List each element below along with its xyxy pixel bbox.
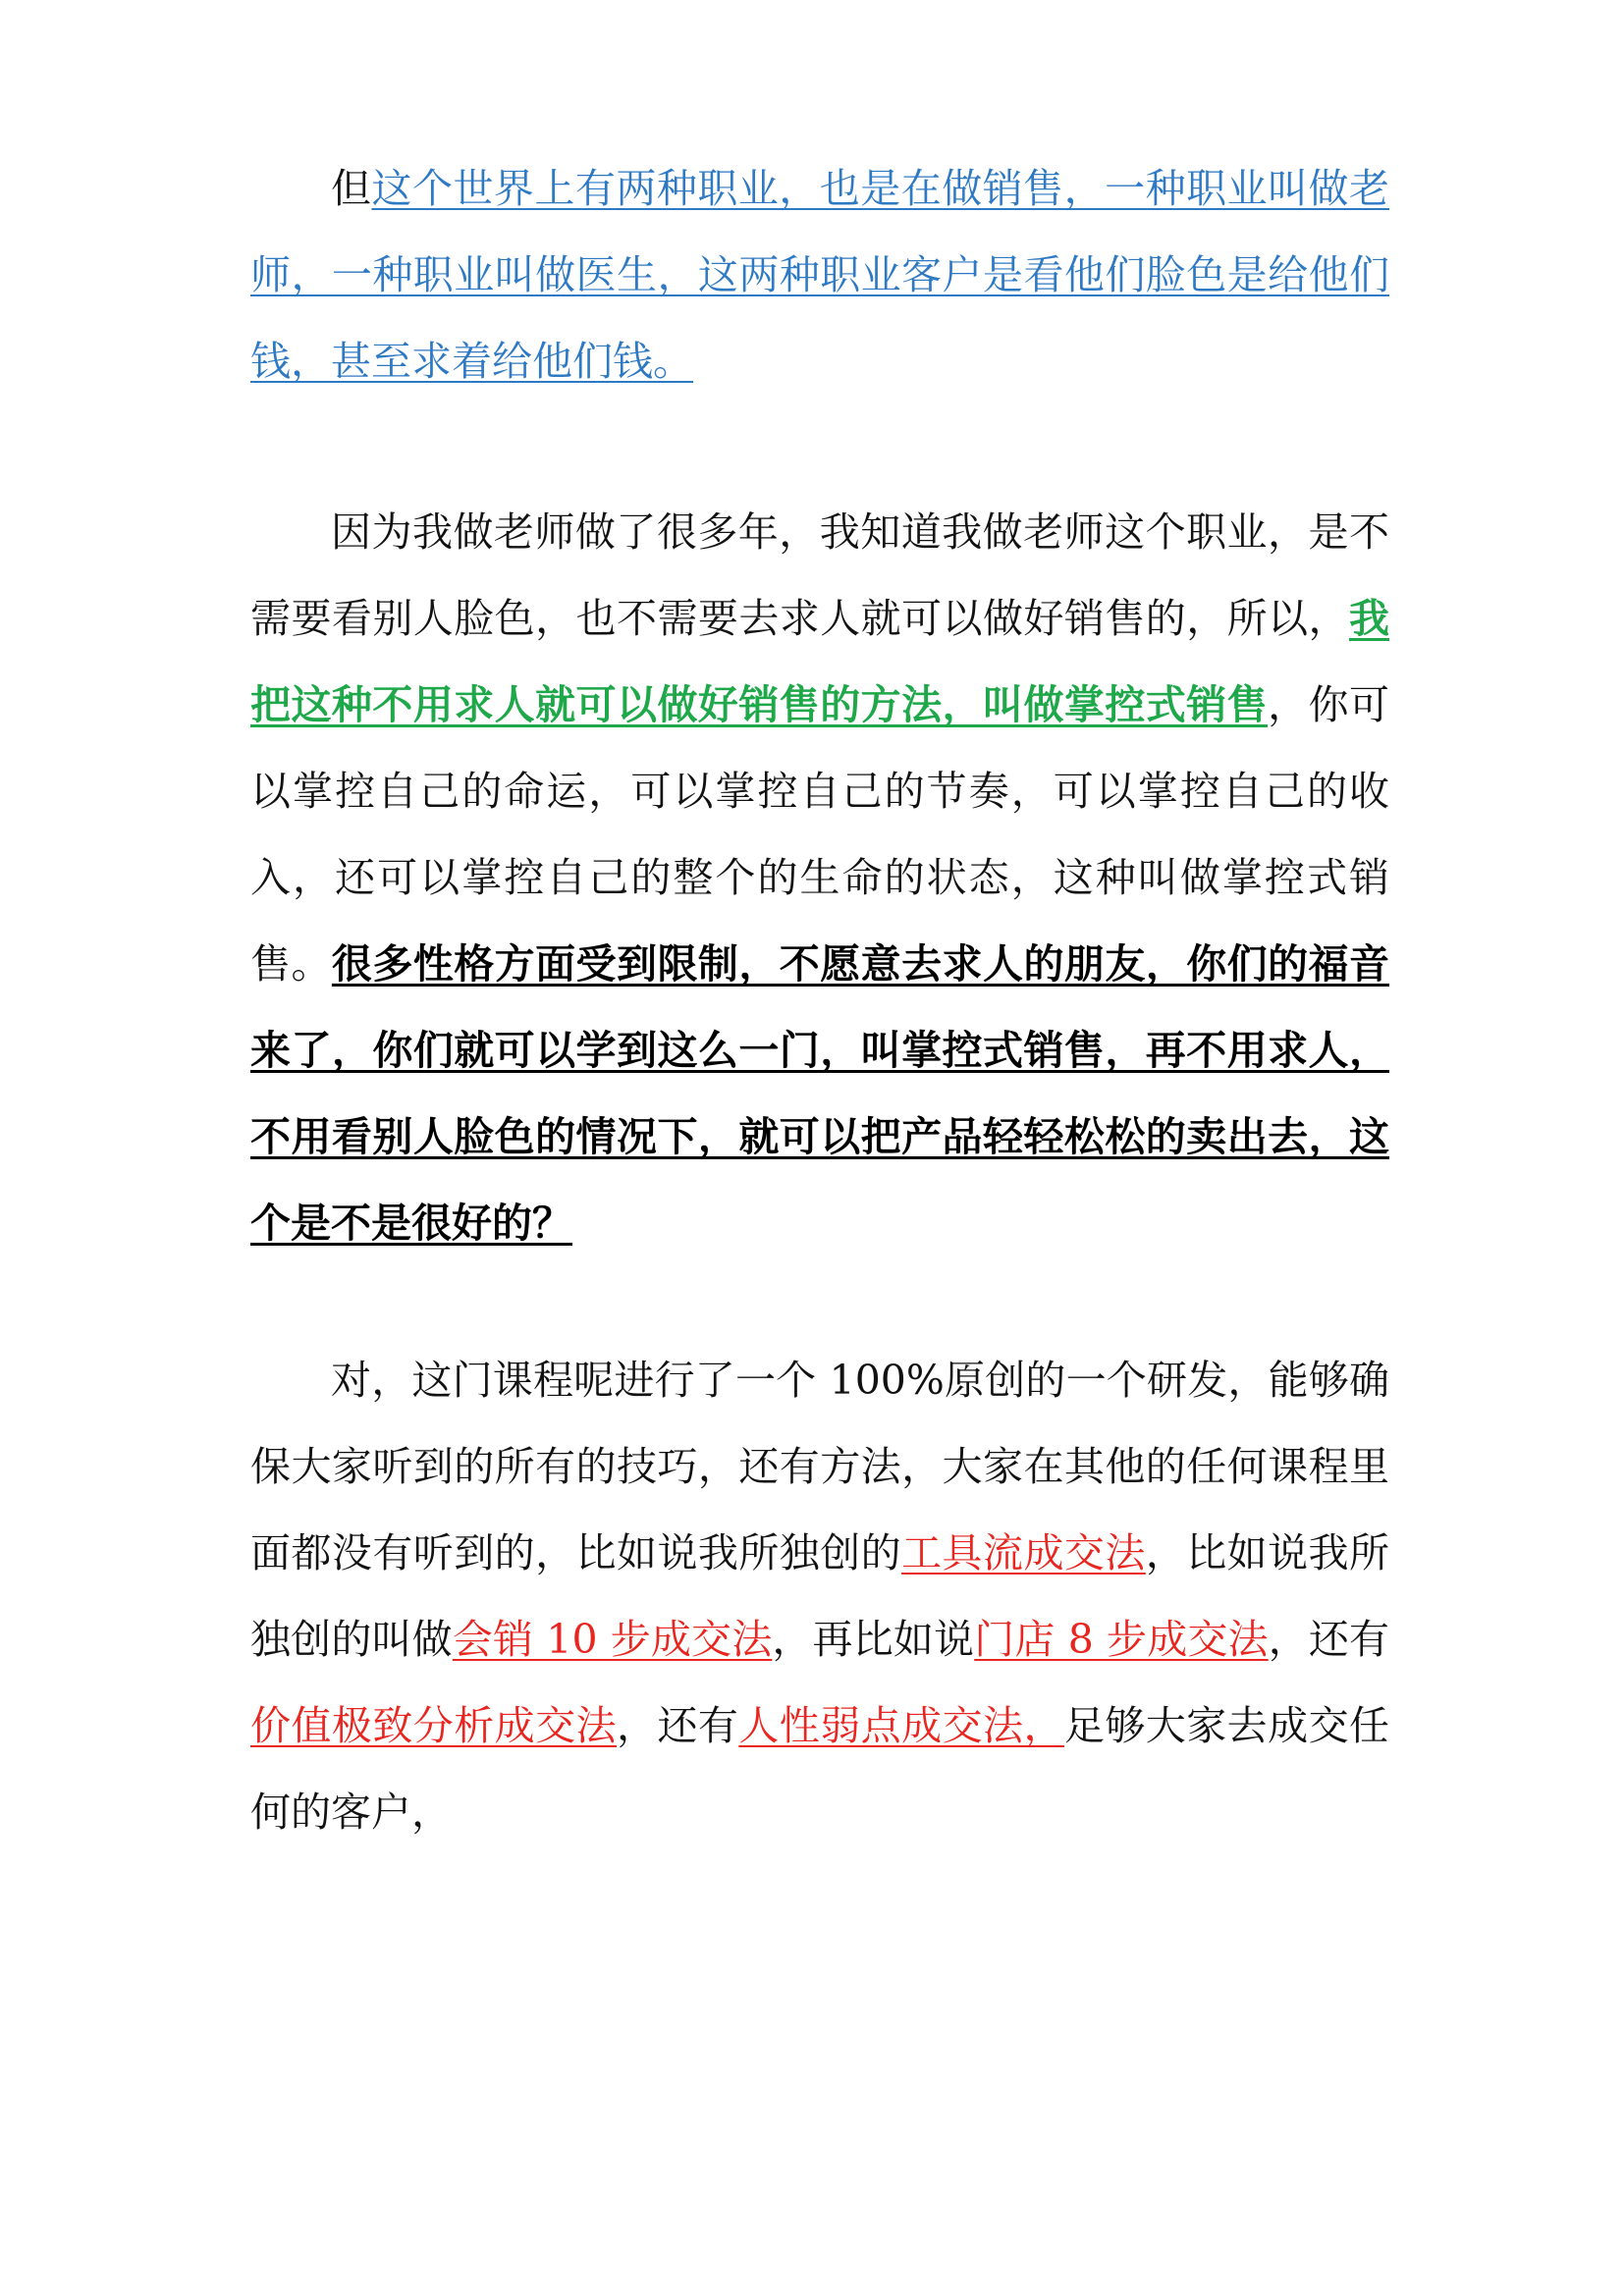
bold-underlined-statement: 很多性格方面受到限制，不愿意去求人的朋友，你们的福音来了，你们就可以学到这么一门，叫掌控式销售，再不用求人，不用看别人脸色的情况下，就可以把产品轻轻松松的卖出去，这个是不是很好的？ bbox=[250, 940, 1389, 1247]
green-bold-highlight: 我把这种不用求人就可以做好销售的方法，叫做掌控式销售 bbox=[250, 595, 1389, 728]
method-store-8-steps: 门店 8 步成交法 bbox=[974, 1616, 1269, 1663]
blue-underlined-text: 这个世界上有两种职业，也是在做销售，一种职业叫做老师，一种职业叫做医生，这两种职业客户是看他们脸色是给他们钱，甚至求着给他们钱。 bbox=[250, 165, 1390, 385]
paragraph-text: ，还有 bbox=[1268, 1616, 1390, 1663]
paragraph-text: ，还有 bbox=[617, 1702, 739, 1749]
paragraph-text: 因为我做老师做了很多年，我知道我做老师这个职业，是不需要看别人脸色，也不需要去求人就可以做好销售的，所以， bbox=[250, 508, 1389, 642]
paragraph-text: 足够大家去成交任何的客户， bbox=[250, 1702, 1390, 1836]
method-tool-flow: 工具流成交法 bbox=[901, 1529, 1146, 1576]
paragraph-text: 对，这门课程呢进行了一个 100%原创的一个研发，能够确保大家听到的所有的技巧，还有方法，大家在其他的任何课程里面都没有听到的，比如说我所独创的 bbox=[250, 1357, 1389, 1576]
paragraph-text: ，比如说我所独创的叫做 bbox=[250, 1529, 1390, 1663]
paragraph-original-course bbox=[250, 1337, 1389, 1855]
paragraph-text: ，你可以掌控自己的命运，可以掌控自己的节奏，可以掌控自己的收入，还可以掌控自己的整个的生命的状态，这种叫做掌控式销售。 bbox=[250, 681, 1389, 988]
paragraph-text: ，再比如说 bbox=[772, 1616, 975, 1663]
paragraph-lead: 但 bbox=[331, 165, 372, 212]
paragraph-two-professions bbox=[250, 145, 1389, 404]
method-meeting-10-steps: 会销 10 步成交法 bbox=[452, 1616, 773, 1663]
method-human-weakness: 人性弱点成交法， bbox=[738, 1702, 1064, 1749]
method-value-analysis: 价值极致分析成交法 bbox=[250, 1702, 617, 1749]
paragraph-controlled-sales bbox=[250, 489, 1389, 1266]
